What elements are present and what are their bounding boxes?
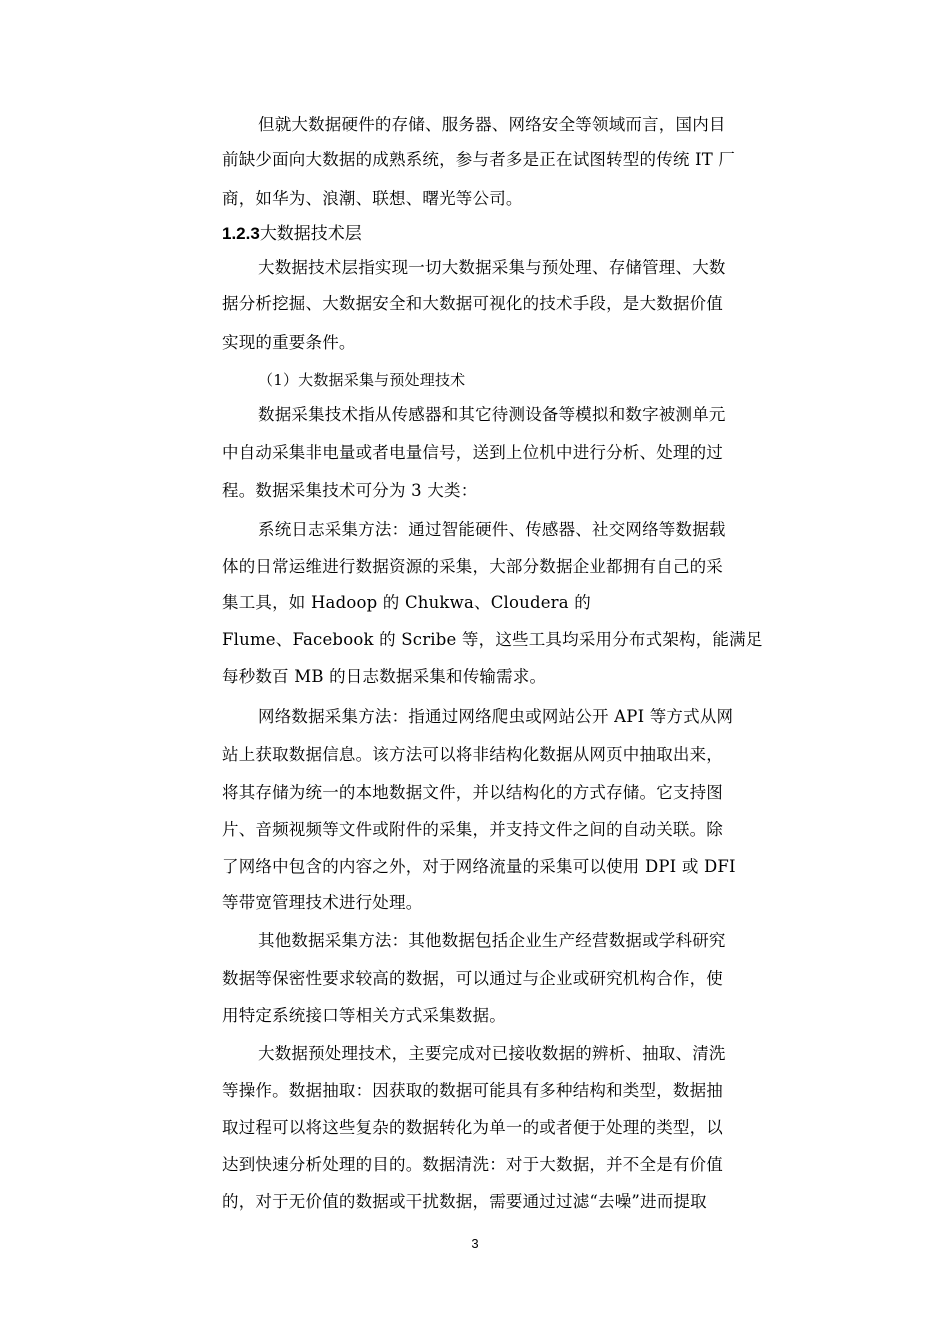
section-title: 大数据技术层 xyxy=(259,224,362,244)
paragraph-line: 站上获取数据信息。该方法可以将非结构化数据从网页中抽取出来， xyxy=(222,745,723,764)
paragraph-line: 程。数据采集技术可分为 3 大类： xyxy=(222,481,478,500)
paragraph-line: 数据采集技术指从传感器和其它待测设备等模拟和数字被测单元 xyxy=(258,405,726,424)
paragraph-line: 前缺少面向大数据的成熟系统，参与者多是正在试图转型的传统 IT 厂 xyxy=(222,150,736,169)
paragraph-line: 其他数据采集方法：其他数据包括企业生产经营数据或学科研究 xyxy=(258,931,726,950)
paragraph-line: 集工具，如 Hadoop 的 Chukwa、Cloudera 的 xyxy=(222,593,591,612)
paragraph-line: 达到快速分析处理的目的。数据清洗：对于大数据，并不全是有价值 xyxy=(222,1155,723,1174)
paragraph-line: 片、音频视频等文件或附件的采集，并支持文件之间的自动关联。除 xyxy=(222,820,723,839)
paragraph-line: 将其存储为统一的本地数据文件，并以结构化的方式存储。它支持图 xyxy=(222,783,723,802)
paragraph-line: 取过程可以将这些复杂的数据转化为单一的或者便于处理的类型，以 xyxy=(222,1118,723,1137)
paragraph-line: 每秒数百 MB 的日志数据采集和传输需求。 xyxy=(222,667,547,686)
paragraph-line: 系统日志采集方法：通过智能硬件、传感器、社交网络等数据载 xyxy=(258,520,726,539)
section-number: 1.2.3 xyxy=(222,224,260,243)
paragraph-line: 据分析挖掘、大数据安全和大数据可视化的技术手段，是大数据价值 xyxy=(222,294,723,313)
paragraph-line: 商，如华为、浪潮、联想、曙光等公司。 xyxy=(222,189,523,208)
paragraph-line: 等带宽管理技术进行处理。 xyxy=(222,893,423,912)
paragraph-line: 实现的重要条件。 xyxy=(222,333,356,352)
subheading: （1）大数据采集与预处理技术 xyxy=(258,371,466,389)
paragraph-line: 用特定系统接口等相关方式采集数据。 xyxy=(222,1006,506,1025)
paragraph-line: 大数据技术层指实现一切大数据采集与预处理、存储管理、大数 xyxy=(258,258,726,277)
paragraph-line: 的，对于无价值的数据或干扰数据，需要通过过滤“去噪”进而提取 xyxy=(222,1192,707,1211)
paragraph-line: 大数据预处理技术，主要完成对已接收数据的辨析、抽取、清洗 xyxy=(258,1044,726,1063)
page-number: 3 xyxy=(471,1236,479,1251)
paragraph-line: 了网络中包含的内容之外，对于网络流量的采集可以使用 DPI 或 DFI xyxy=(222,857,736,876)
paragraph-line: 网络数据采集方法：指通过网络爬虫或网站公开 API 等方式从网 xyxy=(258,707,734,726)
section-heading xyxy=(222,221,362,247)
paragraph-line: 中自动采集非电量或者电量信号，送到上位机中进行分析、处理的过 xyxy=(222,443,723,462)
paragraph-line: 但就大数据硬件的存储、服务器、网络安全等领域而言，国内目 xyxy=(258,115,726,134)
paragraph-line: 体的日常运维进行数据资源的采集，大部分数据企业都拥有自己的采 xyxy=(222,557,723,576)
paragraph-line: 数据等保密性要求较高的数据，可以通过与企业或研究机构合作，使 xyxy=(222,969,723,988)
paragraph-line: Flume、Facebook 的 Scribe 等，这些工具均采用分布式架构，能满足 xyxy=(222,630,763,649)
paragraph-line: 等操作。数据抽取：因获取的数据可能具有多种结构和类型，数据抽 xyxy=(222,1081,723,1100)
